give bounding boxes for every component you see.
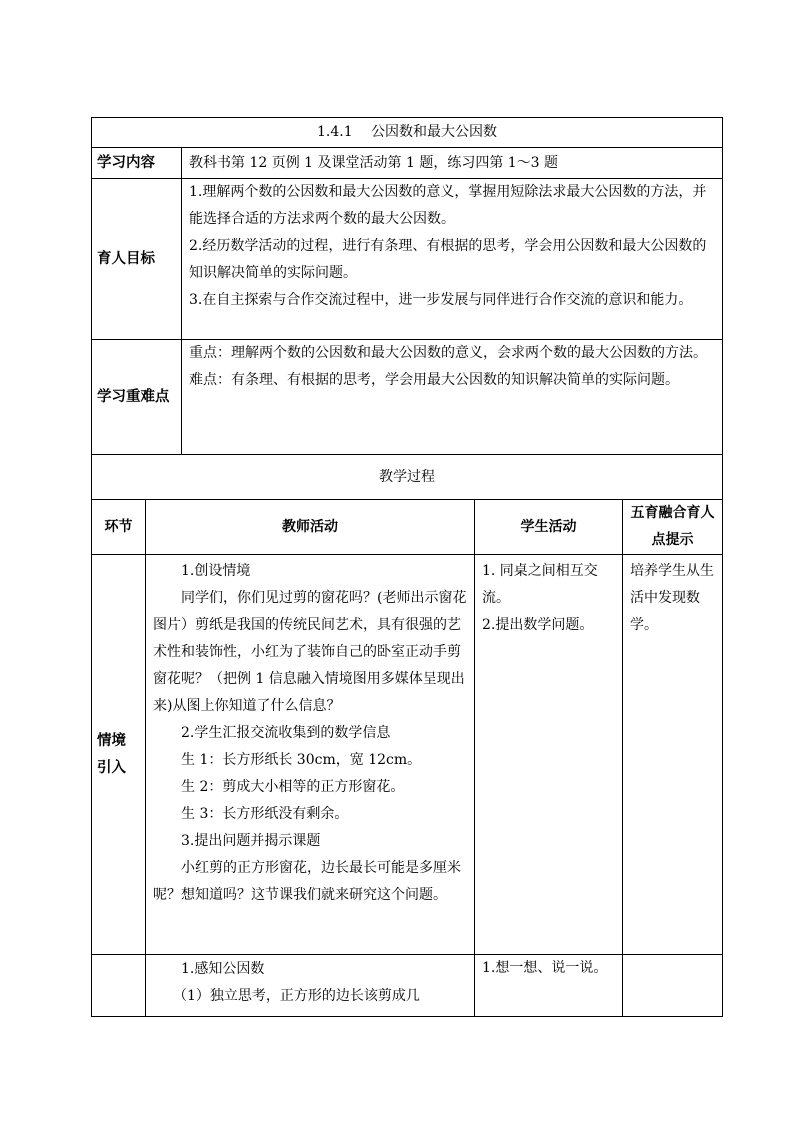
teacher-step: 1.创设情境 [181, 563, 251, 579]
goal-row [92, 179, 723, 340]
section1-teacher [146, 555, 475, 955]
process-title-row [92, 455, 723, 500]
section2-student [475, 955, 623, 1017]
page-title: 1.4.1 公因数和最大公因数 [92, 118, 723, 148]
goal-item: 2.经历数学活动的过程，进行有条理、有根据的思考，学会用公因数和最大公因数的知识解决简单的实际问题。 [189, 238, 707, 281]
lesson-plan-page [91, 117, 722, 1017]
section2-tip [623, 955, 723, 1017]
content-text: 教科书第 12 页例 1 及课堂活动第 1 题，练习四第 1～3 题 [182, 148, 723, 179]
section2-row [92, 955, 723, 1017]
process-header-row [92, 500, 723, 555]
lesson-plan-table [91, 117, 723, 1017]
content-label: 学习内容 [92, 148, 182, 179]
section1-student [475, 555, 623, 955]
student-activity: 2.提出数学问题。 [482, 617, 594, 633]
teacher-text: 生 3：长方形纸没有剩余。 [181, 806, 349, 822]
teacher-step: 1.感知公因数 [181, 961, 265, 977]
teacher-text: 同学们，你们见过剪的窗花吗？(老师出示窗花图片）剪纸是我国的传统民间艺术，具有很强的艺术性和装饰性，小红为了装饰自己的卧室正动手剪窗花呢？（把例 1 信息融入情境图用多媒体呈现出来)从图上你知道了什么信息？ [153, 590, 467, 714]
key-label: 学习重难点 [92, 340, 182, 455]
header-tip: 五育融合育人点提示 [623, 500, 723, 555]
teacher-step: 3.提出问题并揭示课题 [181, 833, 321, 849]
title-row [92, 118, 723, 148]
key-row [92, 340, 723, 455]
goal-label: 育人目标 [92, 179, 182, 340]
header-student: 学生活动 [475, 500, 623, 555]
header-teacher: 教师活动 [146, 500, 475, 555]
student-activity: 1.想一想、说一说。 [482, 960, 608, 976]
process-title: 教学过程 [92, 455, 723, 500]
goal-item: 1.理解两个数的公因数和最大公因数的意义，掌握用短除法求最大公因数的方法，并能选择合适的方法求两个数的最大公因数。 [189, 184, 707, 227]
key-point: 重点：理解两个数的公因数和最大公因数的意义，会求两个数的最大公因数的方法。 [189, 345, 707, 361]
section2-teacher [146, 955, 475, 1017]
content-row [92, 148, 723, 179]
key-content [182, 340, 723, 455]
section2-stage [92, 955, 146, 1017]
teacher-text: （1）独立思考，正方形的边长该剪成几 [173, 988, 420, 1004]
teacher-text: 生 2：剪成大小相等的正方形窗花。 [181, 779, 405, 795]
section1-row [92, 555, 723, 955]
teacher-text: 小红剪的正方形窗花，边长最长可能是多厘米呢？想知道吗？这节课我们就来研究这个问题。 [153, 860, 461, 903]
key-point: 难点：有条理、有根据的思考，学会用最大公因数的知识解决简单的实际问题。 [189, 372, 679, 388]
student-activity: 1. 同桌之间相互交流。 [482, 563, 598, 606]
teacher-step: 2.学生汇报交流收集到的数学信息 [181, 725, 391, 741]
goal-content [182, 179, 723, 340]
teacher-text: 生 1：长方形纸长 30cm，宽 12cm。 [181, 752, 422, 768]
header-stage: 环节 [92, 500, 146, 555]
section1-stage: 情境引入 [92, 555, 146, 955]
section1-tip: 培养学生从生活中发现数学。 [623, 555, 723, 955]
goal-item: 3.在自主探索与合作交流过程中，进一步发展与同伴进行合作交流的意识和能力。 [189, 292, 693, 308]
